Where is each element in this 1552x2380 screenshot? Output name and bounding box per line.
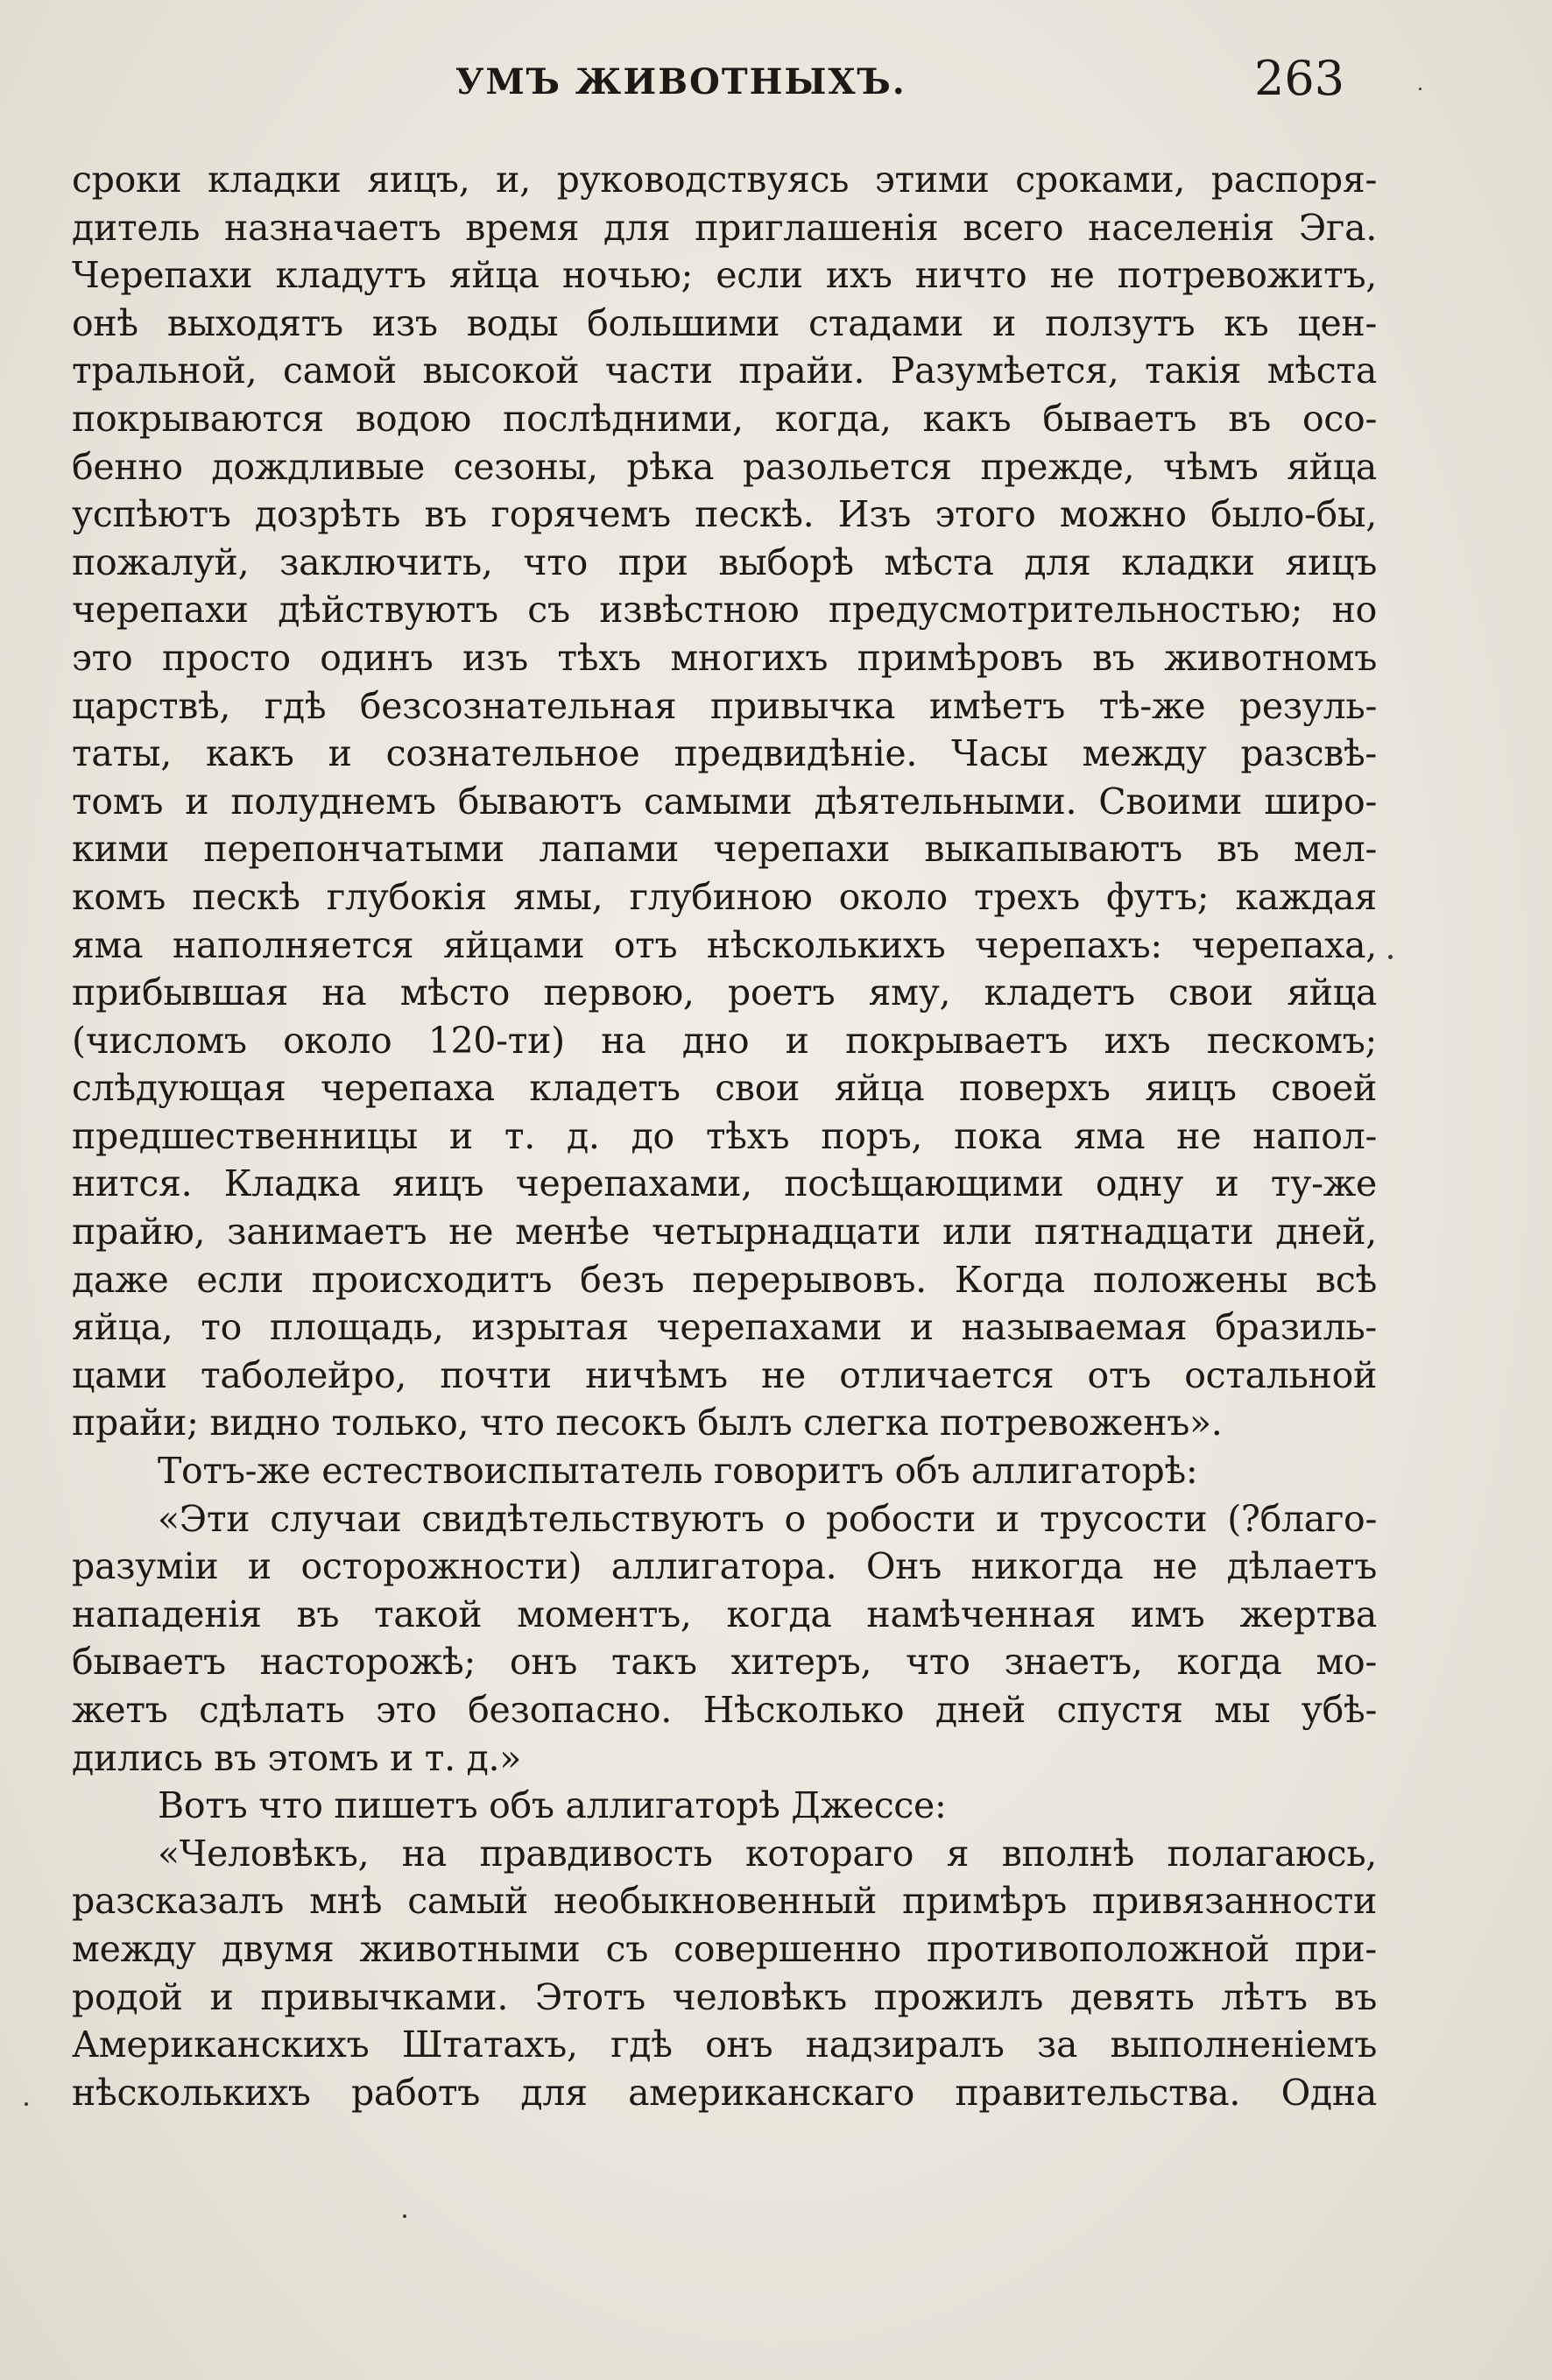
text-line: жетъ сдѣлать это безопасно. Нѣсколько дней спустя мы убѣ-: [72, 1689, 1377, 1731]
body-text: [72, 156, 1377, 2116]
running-head: [0, 51, 1552, 112]
text-line: дились въ этомъ и т. д.»: [72, 1736, 522, 1779]
paragraph-start-line: Вотъ что пишетъ объ аллигаторѣ Джессе:: [158, 1784, 947, 1827]
text-line: слѣдующая черепаха кладетъ свои яйца поверхъ яицъ своей: [72, 1067, 1377, 1110]
paragraph-start-line: «Эти случаи свидѣтельствуютъ о робости и трусости (?благо-: [158, 1497, 1377, 1540]
paragraph-start-line: Тотъ-же естествоиспытатель говоритъ объ аллигаторѣ:: [158, 1450, 1198, 1493]
text-line: предшественницы и т. д. до тѣхъ поръ, пока яма не напол-: [72, 1114, 1377, 1157]
text-line: разсказалъ мнѣ самый необыкновенный примѣръ привязанности: [72, 1880, 1377, 1923]
text-line: кими перепончатыми лапами черепахи выкапываютъ въ мел-: [72, 828, 1377, 871]
running-head-title: УМЪ ЖИВОТНЫХЪ.: [455, 61, 907, 102]
paper-speck: [1419, 88, 1421, 90]
text-line: нѣсколькихъ работъ для американскаго правительства. Одна: [72, 2071, 1377, 2114]
text-line: бываетъ насторожѣ; онъ такъ хитеръ, что знаетъ, когда мо-: [72, 1641, 1377, 1684]
text-line: царствѣ, гдѣ безсознательная привычка имѣетъ тѣ-же резуль-: [72, 684, 1377, 727]
text-line: (числомъ около 120-ти) на дно и покрываетъ ихъ пескомъ;: [72, 1019, 1377, 1062]
text-line: яйца, то площадь, изрытая черепахами и называемая бразиль-: [72, 1306, 1377, 1349]
text-line: нападенія въ такой моментъ, когда намѣченная имъ жертва: [72, 1593, 1377, 1635]
text-line: тральной, самой высокой части прайи. Разумѣется, такія мѣста: [72, 350, 1377, 392]
page-number: 263: [1254, 51, 1345, 106]
text-line: успѣютъ дозрѣть въ горячемъ пескѣ. Изъ этого можно было-бы,: [72, 493, 1377, 536]
text-line: нится. Кладка яицъ черепахами, посѣщающими одну и ту-же: [72, 1162, 1377, 1205]
text-line: бенно дождливые сезоны, рѣка разольется прежде, чѣмъ яйца: [72, 445, 1377, 488]
text-line: родой и привычками. Этотъ человѣкъ прожилъ девять лѣтъ въ: [72, 1975, 1377, 2018]
text-line: это просто одинъ изъ тѣхъ многихъ примѣровъ въ животномъ: [72, 636, 1377, 679]
text-line: черепахи дѣйствуютъ съ извѣстною предусмотрительностью; но: [72, 589, 1377, 632]
text-line: прайи; видно только, что песокъ былъ слегка потревоженъ».: [72, 1402, 1223, 1444]
text-line: комъ пескѣ глубокія ямы, глубиною около трехъ футъ; каждая: [72, 875, 1377, 918]
text-line: яма наполняется яйцами отъ нѣсколькихъ черепахъ: черепаха,: [72, 923, 1377, 966]
text-line: Черепахи кладутъ яйца ночью; если ихъ ничто не потревожитъ,: [72, 254, 1377, 297]
paper-speck: [1388, 955, 1393, 959]
paragraph-start-line: «Человѣкъ, на правдивость котораго я вполнѣ полагаюсь,: [158, 1832, 1377, 1875]
text-line: даже если происходитъ безъ перерывовъ. Когда положены всѣ: [72, 1258, 1377, 1301]
text-line: онѣ выходятъ изъ воды большими стадами и ползутъ къ цен-: [72, 301, 1377, 344]
text-line: разуміи и осторожности) аллигатора. Онъ никогда не дѣлаетъ: [72, 1545, 1377, 1588]
text-line: таты, какъ и сознательное предвидѣніе. Часы между разсвѣ-: [72, 732, 1377, 775]
text-line: томъ и полуднемъ бываютъ самыми дѣятельными. Своими широ-: [72, 780, 1377, 823]
text-line: цами таболейро, почти ничѣмъ не отличается отъ остальной: [72, 1353, 1377, 1396]
text-line: покрываются водою послѣдними, когда, какъ бываетъ въ осо-: [72, 397, 1377, 440]
paper-speck: [403, 2214, 406, 2218]
text-line: сроки кладки яицъ, и, руководствуясь этими сроками, распоря-: [72, 159, 1377, 201]
text-line: между двумя животными съ совершенно противоположной при-: [72, 1927, 1377, 1970]
text-line: пожалуй, заключить, что при выборѣ мѣста для кладки яицъ: [72, 540, 1377, 583]
text-line: прибывшая на мѣсто первою, роетъ яму, кладетъ свои яйца: [72, 971, 1377, 1014]
text-line: дитель назначаетъ время для приглашенія всего населенія Эга.: [72, 206, 1377, 249]
text-line: Американскихъ Штатахъ, гдѣ онъ надзиралъ за выполненіемъ: [72, 2023, 1377, 2066]
paper-speck: [25, 2102, 28, 2106]
text-line: прайю, занимаетъ не менѣе четырнадцати или пятнадцати дней,: [72, 1211, 1377, 1254]
